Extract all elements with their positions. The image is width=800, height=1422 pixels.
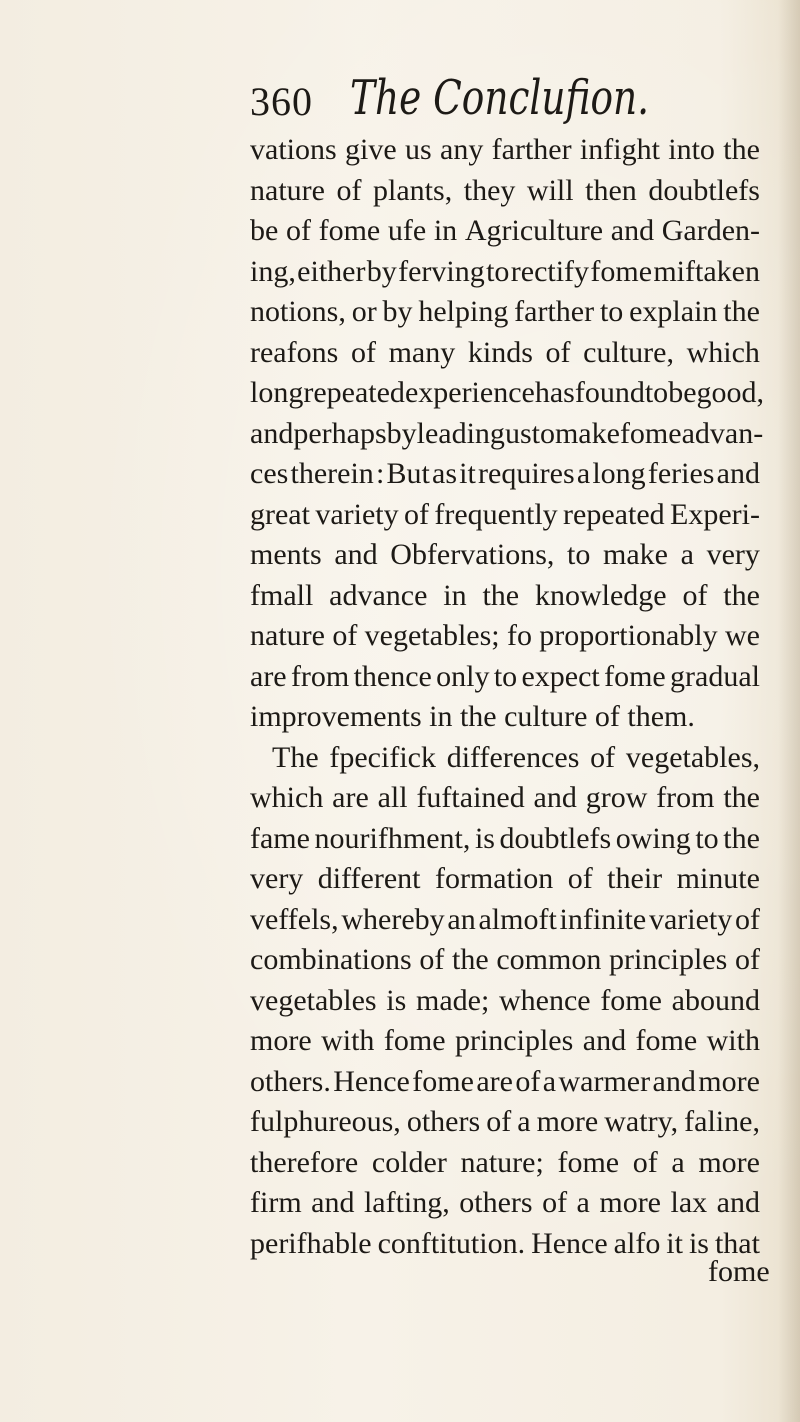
word: of (734, 902, 760, 936)
text-line (250, 454, 760, 495)
word: But (386, 457, 430, 490)
word: requires (478, 457, 575, 490)
text-line (250, 616, 760, 657)
word: thence (353, 659, 432, 693)
word: principles (454, 1024, 574, 1057)
word: more (698, 1064, 760, 1098)
text-line (250, 373, 765, 414)
word: Hence (531, 1226, 608, 1260)
word: fame (250, 821, 310, 855)
word: ferving (398, 254, 485, 288)
word: repeated (563, 497, 665, 531)
word: are (476, 1064, 513, 1098)
word: leading (416, 416, 505, 450)
word: a (671, 1145, 685, 1179)
word: Garden- (661, 214, 760, 247)
word: notions, (250, 295, 346, 328)
word: which (686, 335, 760, 369)
word: nourifhment, (314, 821, 471, 855)
text-line (250, 171, 760, 212)
word: therefore (250, 1145, 359, 1179)
word: an (447, 902, 476, 936)
word: is (386, 983, 407, 1017)
word: ments (250, 538, 322, 571)
word: will (526, 173, 574, 207)
word: the (723, 295, 760, 328)
text-line (250, 1102, 760, 1143)
word: fo (506, 619, 532, 652)
word: fome (557, 1145, 620, 1179)
catchword: fome (708, 1255, 770, 1288)
word: that (714, 1226, 760, 1260)
word: from (656, 781, 715, 814)
word: more (599, 1186, 661, 1219)
word: Agriculture (464, 214, 604, 247)
page-edge-shadow (778, 0, 800, 1422)
word: of (486, 1105, 512, 1138)
word: the (452, 943, 489, 976)
text-line (250, 1183, 760, 1224)
word: almoft (478, 902, 557, 936)
word: very (706, 538, 760, 571)
word: make (603, 538, 668, 571)
word: of (285, 214, 311, 247)
word: has (534, 376, 575, 409)
word: which (250, 781, 324, 814)
word: a (576, 457, 591, 490)
word: of (545, 335, 571, 369)
word: vegetables, (625, 740, 760, 774)
word: more (536, 1105, 599, 1138)
word: infinite (559, 902, 647, 936)
word: perifhable (250, 1226, 372, 1260)
word: and (311, 1186, 355, 1219)
word: and (250, 416, 294, 450)
word: of (419, 943, 445, 976)
word: different (317, 862, 421, 895)
word: explain (629, 295, 718, 328)
word: warmer (558, 1064, 651, 1098)
word: formation (434, 862, 554, 895)
word: ufe (387, 214, 427, 247)
word: of (567, 862, 593, 895)
word: and (610, 214, 655, 247)
word: to (486, 254, 510, 288)
word: fome (590, 254, 653, 288)
text-line-content: improvements in the culture of them. (250, 700, 695, 733)
word: good, (696, 376, 765, 409)
word: make (554, 416, 620, 450)
word: watry, (604, 1105, 679, 1138)
word: nature; (460, 1145, 544, 1179)
text-line (250, 981, 760, 1022)
text-line (250, 292, 760, 333)
word: feries (647, 457, 715, 490)
word: nature (250, 619, 325, 652)
body-text (250, 130, 765, 1264)
word: owing (615, 821, 691, 855)
word: doubtlefs (499, 821, 612, 855)
word: a (542, 1064, 557, 1098)
word: firm (250, 1186, 302, 1219)
word: and (716, 457, 760, 490)
text-line (250, 576, 760, 617)
word: perhaps (293, 416, 387, 450)
word: to (493, 659, 518, 693)
word: vations (250, 133, 337, 166)
word: miftaken (653, 254, 760, 288)
word: it (666, 1226, 683, 1260)
word: experience (404, 376, 535, 409)
word: all (377, 781, 408, 814)
word: combinations (250, 943, 412, 976)
word: the (723, 133, 760, 166)
word: variety (648, 902, 733, 936)
word: differences (446, 740, 580, 774)
word: us (404, 133, 432, 166)
word: more (250, 1024, 312, 1057)
word: of (734, 943, 760, 976)
word: whence (499, 983, 591, 1017)
word: a (576, 1186, 590, 1219)
running-title: The Conclufion. (350, 70, 650, 126)
word: is (688, 1226, 709, 1260)
word: either (297, 254, 366, 288)
word: fulphureous, (250, 1105, 401, 1138)
word: plants, (373, 173, 453, 207)
word: give (345, 133, 397, 166)
word: their (607, 862, 663, 895)
word: and (334, 538, 378, 571)
word: great (250, 497, 310, 531)
word: be (668, 376, 697, 409)
word: veffels, (250, 902, 339, 936)
word: of (336, 173, 362, 207)
word: gradual (670, 659, 760, 693)
word: of (590, 740, 616, 774)
text-line (250, 1062, 760, 1103)
word: very (250, 862, 304, 895)
word: knowledge (534, 578, 667, 612)
word: the (482, 578, 520, 612)
word: of (404, 497, 430, 531)
text-line (250, 1143, 760, 1184)
text-line (250, 1021, 760, 1062)
word: : (375, 457, 385, 490)
word: fome (412, 1064, 474, 1098)
word: the (723, 781, 760, 814)
word: kinds (467, 335, 533, 369)
word: lax (670, 1186, 708, 1219)
word: the (723, 578, 760, 612)
word: vegetables; (364, 619, 500, 652)
word: by (382, 295, 413, 328)
word: are (250, 659, 287, 693)
word: only (436, 659, 490, 693)
text-line (250, 252, 760, 293)
word: more (698, 1145, 760, 1179)
word: others (406, 1105, 481, 1138)
text-line (250, 940, 760, 981)
word: they (463, 173, 516, 207)
word: in (433, 214, 458, 247)
word: many (388, 335, 456, 369)
word: are (332, 781, 369, 814)
word: fome (635, 1024, 698, 1057)
word: nature (250, 173, 325, 207)
word: by (386, 416, 417, 450)
text-line (250, 697, 760, 738)
word: of (632, 1145, 658, 1179)
word: of (350, 335, 376, 369)
word: and (533, 781, 577, 814)
text-line (250, 900, 760, 941)
word: fome (604, 659, 666, 693)
word: long (592, 457, 646, 490)
word: of (542, 1186, 568, 1219)
word: it (459, 457, 476, 490)
page-number: 360 (250, 79, 313, 124)
word: rectify (510, 254, 590, 288)
word: in (443, 578, 467, 612)
word: ces (250, 457, 289, 490)
word: Experi- (670, 497, 760, 531)
text-line (250, 333, 760, 374)
text-line (250, 819, 760, 860)
word: principles (609, 943, 728, 976)
word: colder (371, 1145, 447, 1179)
word: variety (315, 497, 399, 531)
word: helping (418, 295, 509, 328)
text-line (250, 495, 760, 536)
text-line (250, 414, 764, 455)
word: is (474, 821, 495, 855)
word: The (272, 740, 319, 774)
word: others. (250, 1064, 331, 1098)
word: be (250, 214, 279, 247)
text-line (250, 211, 760, 252)
word: into (668, 133, 715, 166)
word: grow (585, 781, 648, 814)
word: whereby (341, 902, 445, 936)
word: alfo (613, 1226, 661, 1260)
word: the (723, 821, 760, 855)
word: long (250, 376, 304, 409)
word: reafons (250, 335, 339, 369)
word: fome (383, 1024, 446, 1057)
text-line (250, 738, 760, 779)
word: fmall (250, 578, 314, 612)
word: of (515, 1064, 541, 1098)
word: to (567, 538, 591, 571)
word: fome (600, 983, 662, 1017)
word: to (644, 376, 669, 409)
word: from (290, 659, 350, 693)
word: a (517, 1105, 531, 1138)
word: any (440, 133, 484, 166)
word: Hence (333, 1064, 410, 1098)
word: of (332, 619, 358, 652)
word: we (724, 619, 760, 652)
word: common (496, 943, 602, 976)
word: culture, (583, 335, 674, 369)
word: therein (290, 457, 374, 490)
word: Obfervations, (390, 538, 555, 571)
word: fpecifick (329, 740, 436, 774)
word: by (366, 254, 397, 288)
word: ing, (250, 254, 296, 288)
word: doubtlefs (648, 173, 760, 207)
word: abound (671, 983, 760, 1017)
word: advance (329, 578, 428, 612)
text-line (250, 130, 760, 171)
word: of (682, 578, 708, 612)
word: repeated (303, 376, 405, 409)
word: found (574, 376, 645, 409)
text-line (250, 1224, 760, 1265)
word: as (432, 457, 457, 490)
word: a (680, 538, 694, 571)
word: to (695, 821, 719, 855)
word: or (351, 295, 377, 328)
word: fome (619, 416, 682, 450)
word: and (716, 1186, 760, 1219)
word: expect (521, 659, 600, 693)
word: made; (416, 983, 490, 1017)
word: to (531, 416, 555, 450)
word: frequently (434, 497, 558, 531)
text-line (250, 778, 760, 819)
word: vegetables (250, 983, 377, 1017)
text-line (250, 535, 760, 576)
word: fuftained (416, 781, 525, 814)
word: fome (318, 214, 381, 247)
text-line (250, 859, 760, 900)
word: us (504, 416, 532, 450)
word: farther (491, 133, 572, 166)
page-header (0, 70, 800, 130)
word: to (599, 295, 624, 328)
word: then (585, 173, 637, 207)
text-line (250, 657, 760, 698)
word: conftitution. (377, 1226, 526, 1260)
word: with (321, 1024, 375, 1057)
word: lafting, (363, 1186, 450, 1219)
word: others (459, 1186, 533, 1219)
word: proportionably (539, 619, 718, 652)
word: infight (579, 133, 660, 166)
word: and (582, 1024, 627, 1057)
word: farther (514, 295, 595, 328)
word: with (706, 1024, 760, 1057)
word: minute (676, 862, 760, 895)
word: faline, (684, 1105, 760, 1138)
word: and (652, 1064, 696, 1098)
word: advan- (681, 416, 764, 450)
